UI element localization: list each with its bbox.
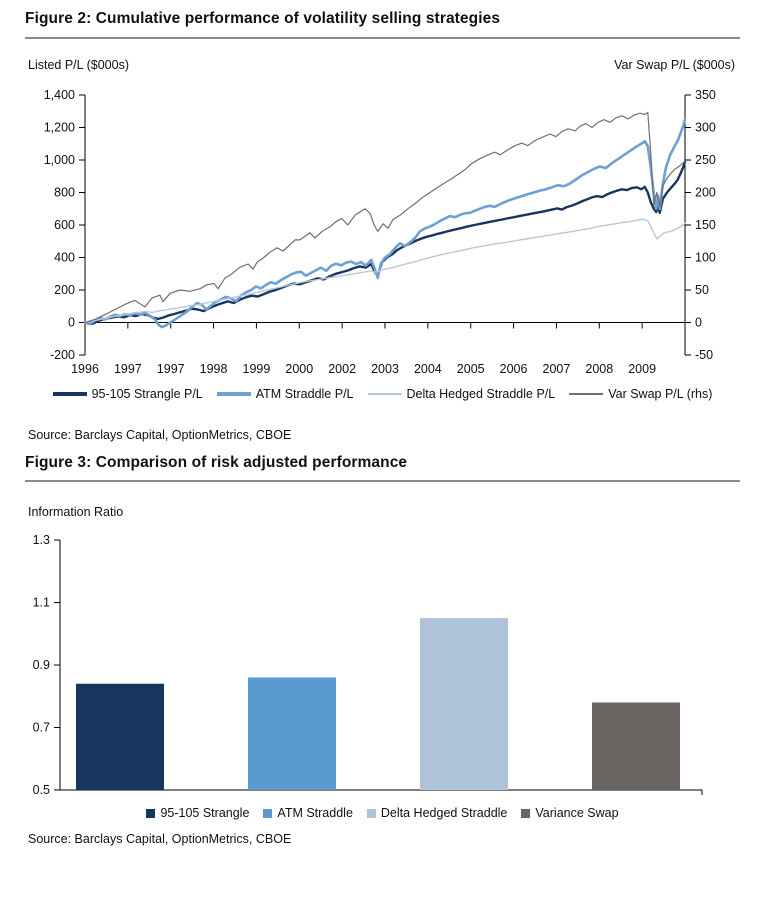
left-axis-tick-label: 800 — [54, 185, 75, 200]
right-axis-tick-label: 250 — [695, 153, 716, 167]
left-axis-tick-label: 600 — [54, 218, 75, 232]
fig3-axis-title: Information Ratio — [28, 505, 124, 519]
legend-label: 95-105 Strangle — [160, 806, 250, 820]
series-line-var-swap-p-l-rhs- — [85, 113, 685, 323]
legend-item — [569, 387, 712, 401]
left-axis-tick-label: 200 — [54, 283, 75, 297]
legend-label: Delta Hedged Straddle P/L — [406, 387, 556, 401]
legend-line-swatch — [569, 393, 603, 394]
left-axis-tick-label: 400 — [54, 250, 75, 265]
right-axis-tick-label: 50 — [695, 283, 709, 297]
legend-label: 95-105 Strangle P/L — [91, 387, 203, 401]
legend-square-swatch — [146, 809, 155, 818]
left-axis-tick-label: 1,400 — [43, 88, 75, 102]
x-axis-tick-label: 2009 — [628, 362, 657, 376]
bar-atm-straddle — [248, 678, 336, 791]
series-line-delta-hedged-straddle-p-l — [85, 219, 685, 322]
legend-label: Variance Swap — [535, 806, 619, 820]
y-axis-tick-label: 0.9 — [32, 658, 50, 672]
figure3-source: Source: Barclays Capital, OptionMetrics, CBOE — [28, 832, 292, 846]
figure2-legend — [0, 387, 765, 401]
fig2-left-axis-title: Listed P/L ($000s) — [28, 58, 129, 72]
series-line-95-105-strangle-p-l — [85, 162, 685, 324]
legend-item — [217, 387, 354, 401]
right-axis-tick-label: -50 — [695, 348, 714, 362]
series-line-atm-straddle-p-l — [85, 119, 685, 327]
left-axis-tick-label: 0 — [68, 315, 75, 330]
figure2-title: Figure 2: Cumulative performance of volatility selling strategies — [25, 10, 501, 27]
x-axis-tick-label: 1998 — [199, 362, 228, 376]
x-axis-tick-label: 2007 — [542, 362, 571, 376]
fig2-right-axis-title: Var Swap P/L ($000s) — [614, 58, 735, 72]
legend-square-swatch — [263, 809, 272, 818]
legend-label: ATM Straddle P/L — [255, 387, 354, 401]
figure2-line-chart — [0, 55, 765, 390]
legend-label: Delta Hedged Straddle — [380, 806, 508, 820]
x-axis-tick-label: 2006 — [499, 362, 528, 376]
y-axis-tick-label: 1.3 — [32, 533, 50, 547]
legend-item — [367, 806, 507, 820]
right-axis-tick-label: 150 — [695, 218, 716, 232]
legend-line-swatch — [53, 392, 87, 396]
y-axis-tick-label: 1.1 — [32, 595, 50, 610]
left-axis-tick-label: 1,000 — [43, 153, 75, 167]
x-axis-tick-label: 1997 — [113, 362, 142, 376]
legend-item — [368, 387, 556, 401]
right-axis-tick-label: 200 — [695, 185, 716, 200]
figure2-title-divider — [25, 37, 740, 39]
x-axis-tick-label: 2004 — [413, 362, 442, 376]
bar-95-105-strangle — [76, 684, 164, 790]
y-axis-tick-label: 0.7 — [32, 720, 50, 735]
right-axis-tick-label: 100 — [695, 250, 716, 265]
left-axis-tick-label: -200 — [49, 348, 75, 362]
left-axis-tick-label: 1,200 — [43, 120, 75, 135]
right-axis-tick-label: 300 — [695, 120, 716, 135]
legend-square-swatch — [367, 809, 376, 818]
legend-line-swatch — [368, 393, 402, 395]
x-axis-tick-label: 1996 — [71, 362, 99, 376]
bar-delta-hedged-straddle — [420, 618, 508, 790]
x-axis-tick-label: 2005 — [456, 362, 485, 376]
legend-square-swatch — [521, 809, 530, 818]
right-axis-tick-label: 350 — [695, 88, 716, 102]
x-axis-tick-label: 2002 — [328, 362, 357, 376]
x-axis-tick-label: 1999 — [242, 362, 271, 376]
figure3-legend — [0, 806, 765, 820]
legend-item — [521, 806, 618, 820]
figure3-title-divider — [25, 480, 740, 482]
x-axis-tick-label: 2000 — [285, 362, 314, 376]
right-axis-tick-label: 0 — [695, 315, 702, 330]
legend-item — [263, 806, 353, 820]
figure2-source: Source: Barclays Capital, OptionMetrics, CBOE — [28, 428, 292, 442]
legend-line-swatch — [217, 392, 251, 396]
x-axis-tick-label: 1997 — [156, 362, 185, 376]
bar-variance-swap — [592, 703, 680, 791]
legend-item — [146, 806, 249, 820]
x-axis-tick-label: 2008 — [585, 362, 614, 376]
y-axis-tick-label: 0.5 — [32, 783, 50, 797]
figure3-bar-chart — [0, 530, 765, 800]
x-axis-tick-label: 2003 — [371, 362, 399, 376]
legend-item — [53, 387, 203, 401]
legend-label: ATM Straddle — [277, 806, 353, 820]
figure3-title: Figure 3: Comparison of risk adjusted performance — [25, 454, 408, 471]
legend-label: Var Swap P/L (rhs) — [608, 387, 713, 401]
